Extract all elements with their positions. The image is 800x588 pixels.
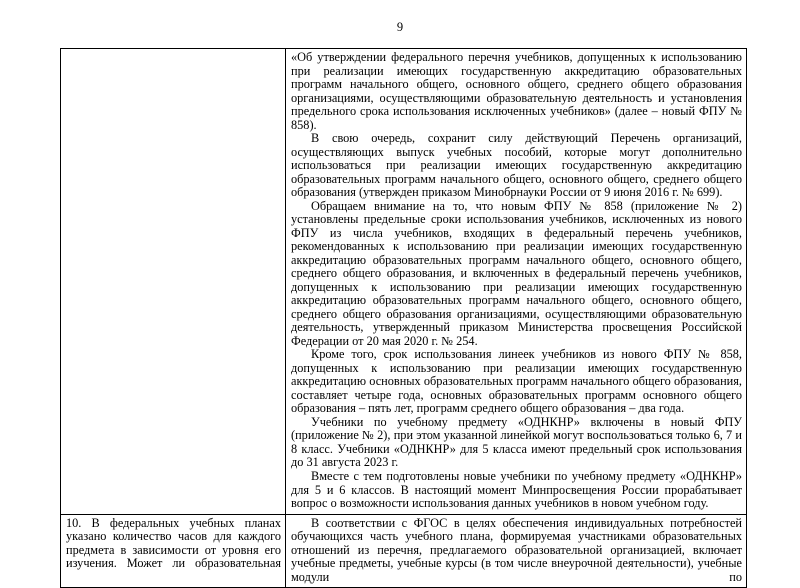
qa-table xyxy=(60,48,747,588)
answer-paragraph: В соответствии с ФГОС в целях обеспечения индивидуальных потребностей обучающихся часть учебного плана, формируемая участниками образовательных отношений из перечня, предлагаемого образовательной организацией, включает учебные предметы, учебные курсы (в том числе внеурочной деятельности), учебные модули по xyxy=(291,515,742,584)
page-number: 9 xyxy=(396,20,404,34)
table-row xyxy=(61,49,747,515)
table-row xyxy=(61,514,747,588)
answer-cell xyxy=(286,49,747,515)
answer-paragraph: Учебники по учебному предмету «ОДНКНР» включены в новый ФПУ (приложение № 2), при этом указанной линейкой могут воспользоваться только 6, 7 и 8 класс. Учебники «ОДНКНР» для 5 класса имеют предельный срок использования до 31 августа 2023 г. xyxy=(291,414,742,470)
question-cell xyxy=(61,49,286,515)
answer-paragraph: В свою очередь, сохранит силу действующий Перечень организаций, осуществляющих выпуск учебных пособий, которые могут дополнительно использоваться при реализации имеющих государственную аккредитацию образовательных программ начального общего, основного общего, среднего общего образования (утвержден приказом Минобрнауки России от 9 июня 2016 г. № 699). xyxy=(291,131,742,200)
answer-paragraph: Кроме того, срок использования линеек учебников из нового ФПУ № 858, допущенных к использованию при реализации имеющих государственную аккредитацию основных образовательных программ начального общего образования, составляет четыре года, основных образовательных программ основного общего образования – пять лет, программ среднего общего образования – два года. xyxy=(291,347,742,416)
question-text: 10. В федеральных учебных планах указано количество часов для каждого предмета в зависимости от уровня его изучения. Может ли образовательная xyxy=(66,515,281,571)
answer-cell xyxy=(286,514,747,588)
question-cell xyxy=(61,514,286,588)
answer-paragraph: «Об утверждении федерального перечня учебников, допущенных к использованию при реализации имеющих государственную аккредитацию образовательных программ начального общего, основного общего, среднего общего образования организациями, осуществляющими образовательную деятельность и установления предельного срока использования исключенных учебников» (далее – новый ФПУ № 858). xyxy=(291,50,742,132)
answer-paragraph: Обращаем внимание на то, что новым ФПУ № 858 (приложение № 2) установлены предельные сроки использования учебников, исключенных из нового ФПУ из числа учебников, входящих в федеральный перечень учебников, рекомендованных к использованию при реализации имеющих государственную аккредитацию образовательных программ начального общего, основного общего, среднего общего образования, и включенных в федеральный перечень учебников, допущенных к использованию при реализации имеющих государственную аккредитацию образовательных программ начального общего, основного общего, среднего общего образования организациями, осуществляющими образовательную деятельность, утвержденный приказом Министерства просвещения Российской Федерации от 20 мая 2020 г. № 254. xyxy=(291,198,742,348)
answer-paragraph: Вместе с тем подготовлены новые учебники по учебному предмету «ОДНКНР» для 5 и 6 классов. В настоящий момент Минпросвещения России прорабатывает вопрос о возможности использования данных учебников в новом учебном году. xyxy=(291,468,742,511)
